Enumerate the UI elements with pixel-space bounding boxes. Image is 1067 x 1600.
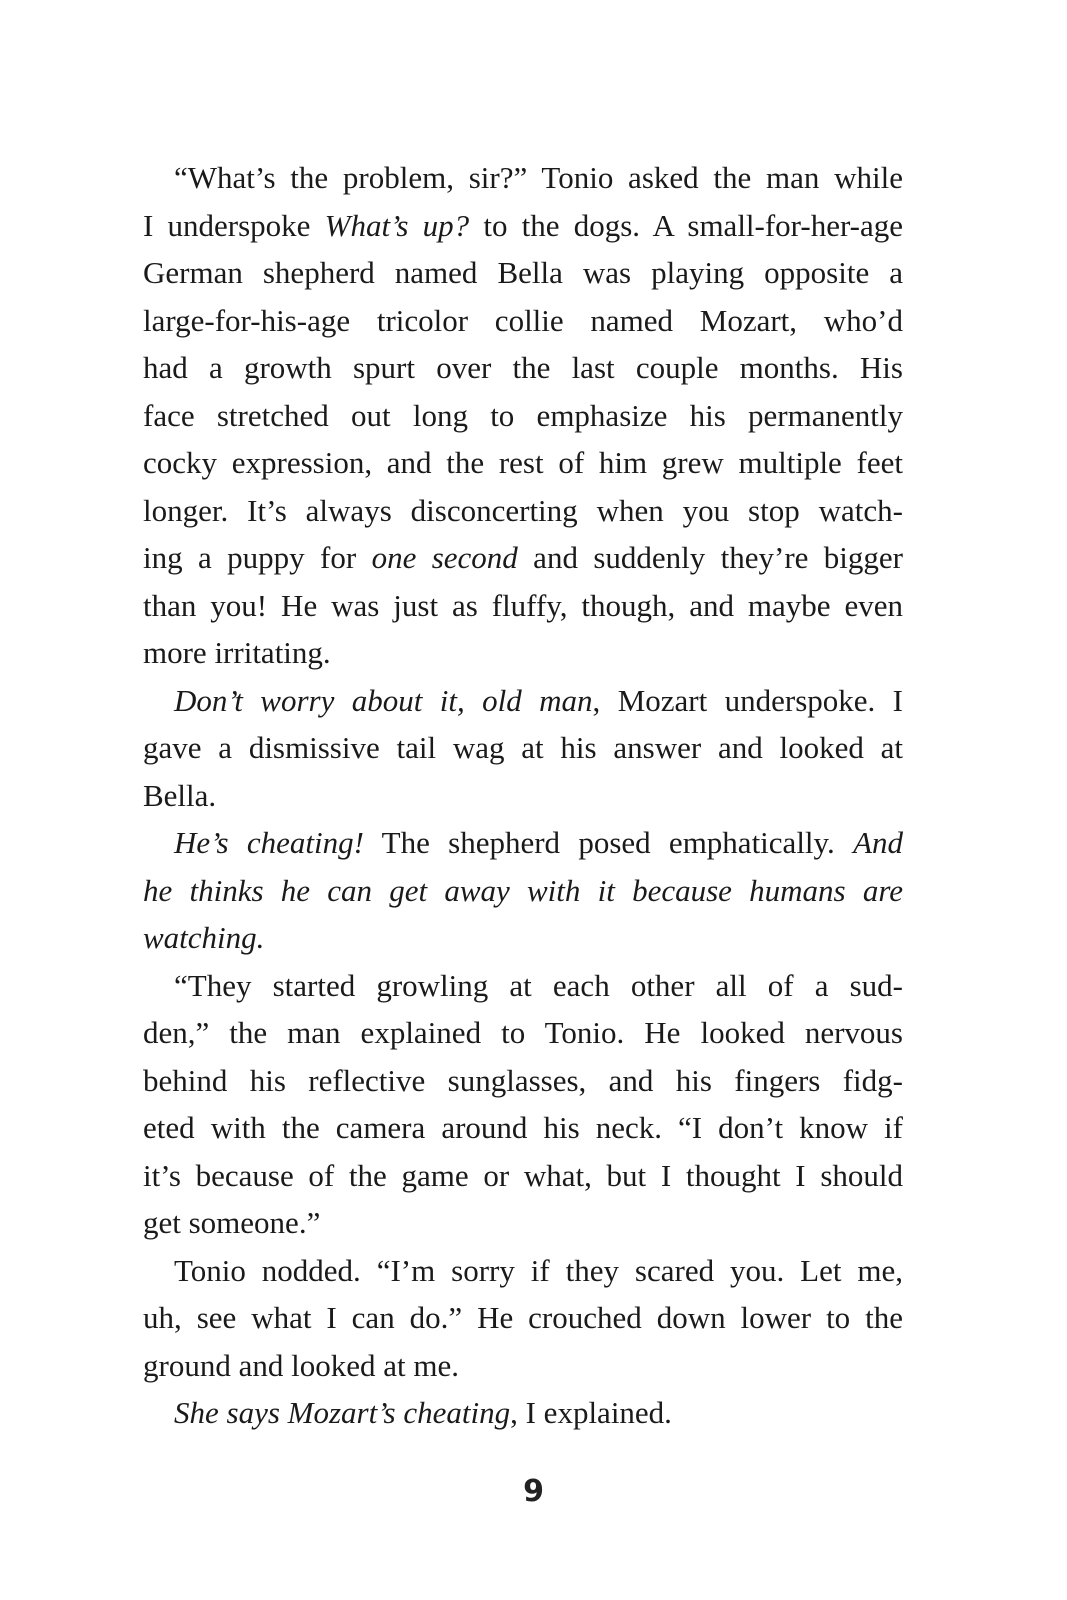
text-line (143, 962, 903, 1010)
text-segment: eted with the camera around his neck. “I don’t know if (143, 1110, 903, 1145)
italic-text: He’s cheating! (174, 825, 364, 860)
text-line (143, 344, 903, 392)
text-line (143, 819, 903, 867)
text-segment: den,” the man explained to Tonio. He looked nervous (143, 1015, 903, 1050)
text-line (143, 867, 903, 915)
text-line (143, 582, 903, 630)
text-segment: behind his reflective sunglasses, and his fingers fidg- (143, 1062, 903, 1098)
text-segment: , Mozart underspoke. I (592, 682, 903, 718)
text-line (143, 297, 903, 345)
italic-text: And (853, 825, 904, 860)
text-segment: cocky expression, and the rest of him grew multiple feet (143, 445, 903, 480)
text-segment: gave a dismissive tail wag at his answer and looked at (143, 730, 903, 765)
text-line (143, 1247, 903, 1295)
text-line (143, 1294, 903, 1342)
text-segment: “What’s the problem, sir?” Tonio asked the man while (174, 160, 903, 195)
text-segment: Bella. (143, 777, 217, 813)
text-line (143, 1057, 903, 1105)
text-line (143, 1009, 903, 1057)
text-segment: to the dogs. A small-for-her-age (469, 207, 904, 243)
text-line (143, 249, 903, 297)
text-segment: face stretched out long to emphasize his permanently (143, 397, 903, 433)
text-line (143, 914, 903, 962)
text-segment: than you! He was just as fluffy, though, and maybe even (143, 587, 903, 623)
text-segment: , I explained. (510, 1395, 672, 1430)
italic-text: What’s up? (324, 207, 470, 243)
text-line (143, 772, 903, 820)
text-segment: Tonio nodded. “I’m sorry if they scared you. Let me, (174, 1252, 903, 1288)
italic-text: one second (371, 540, 518, 575)
text-line (143, 1104, 903, 1152)
text-line (143, 439, 903, 487)
text-segment: I underspoke (143, 207, 325, 243)
text-segment: had a growth spurt over the last couple months. His (143, 350, 903, 385)
text-segment: and suddenly they’re bigger (517, 540, 904, 575)
text-segment: The shepherd posed emphatically. (363, 825, 854, 860)
text-segment: ing a puppy for (143, 540, 372, 575)
text-segment: German shepherd named Bella was playing opposite a (143, 255, 903, 290)
text-line (143, 1342, 903, 1390)
text-segment: large-for-his-age tricolor collie named Mozart, who’d (143, 302, 903, 338)
text-line (143, 202, 903, 250)
text-line (143, 724, 903, 772)
text-line (143, 534, 903, 582)
text-segment: uh, see what I can do.” He crouched down lower to the (143, 1300, 903, 1335)
text-line (143, 1152, 903, 1200)
text-line (143, 1389, 903, 1437)
text-line (143, 487, 903, 535)
text-segment: get someone.” (143, 1205, 321, 1240)
text-line (143, 392, 903, 440)
text-line (143, 629, 903, 677)
text-line (143, 154, 903, 202)
italic-text: She says Mozart’s cheating (174, 1395, 511, 1430)
text-line (143, 1199, 903, 1247)
text-segment: ground and looked at me. (143, 1347, 459, 1383)
italic-text: watching. (143, 920, 265, 955)
page-number: 9 (523, 1474, 544, 1509)
text-segment: longer. It’s always disconcerting when you stop watch- (143, 492, 903, 528)
text-segment: it’s because of the game or what, but I thought I should (143, 1157, 903, 1193)
italic-text: he thinks he can get away with it because humans are (143, 872, 903, 908)
italic-text: Don’t worry about it, old man (174, 682, 593, 718)
text-segment: more irritating. (143, 635, 331, 670)
text-segment: “They started growling at each other all of a sud- (174, 967, 903, 1003)
page-body (143, 154, 903, 1437)
text-line (143, 677, 903, 725)
